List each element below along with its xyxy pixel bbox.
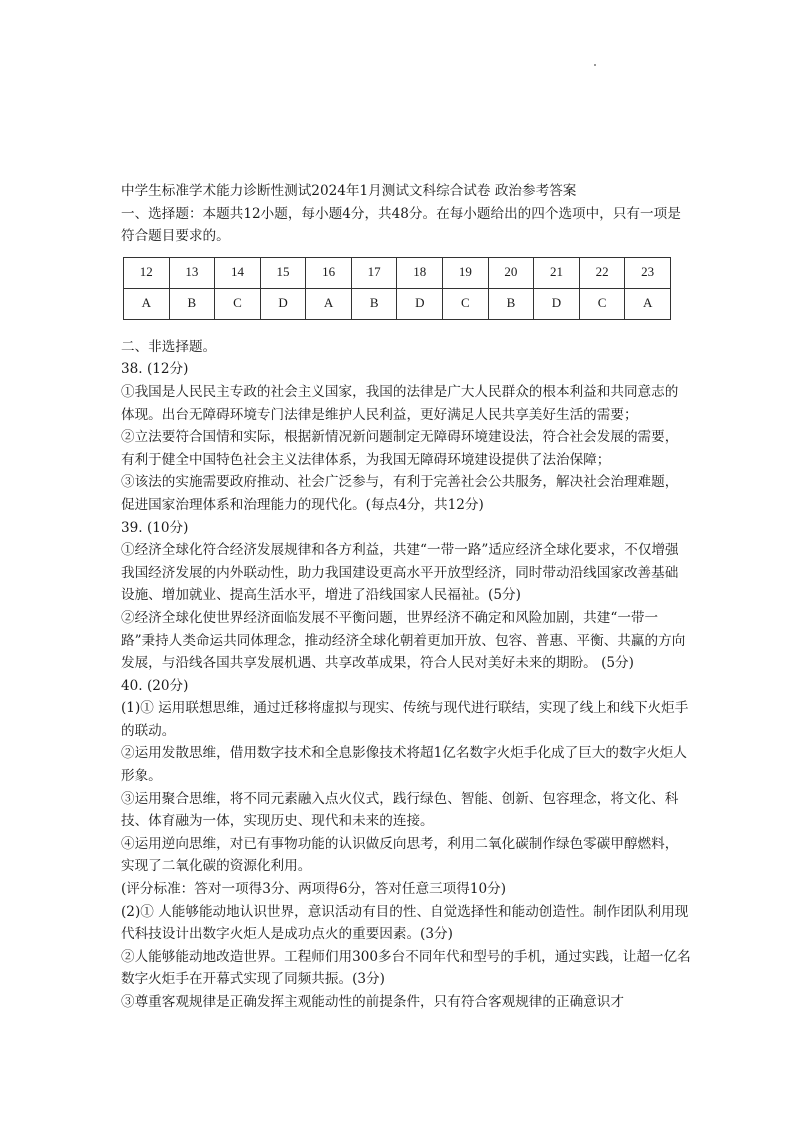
question-number-cell: 12 <box>124 257 170 288</box>
question-number-cell: 20 <box>488 257 534 288</box>
answer-cell: D <box>260 288 306 319</box>
answer-cell: B <box>351 288 397 319</box>
question-number-cell: 14 <box>215 257 261 288</box>
q40-point-4: ④运用逆向思维，对已有事物功能的认识做反向思考，利用二氧化碳制作绿色零碳甲醇燃料，实现了二氧化碳的资源化利用。 <box>121 835 679 875</box>
question-number-row <box>124 257 671 288</box>
question-number-cell: 23 <box>625 257 671 288</box>
answer-cell: A <box>625 288 671 319</box>
question-number-cell: 21 <box>534 257 580 288</box>
q40-label: 40. (20分) <box>121 677 189 694</box>
q39-label: 39. (10分) <box>121 519 189 536</box>
answer-cell: B <box>488 288 534 319</box>
question-number-cell: 19 <box>443 257 489 288</box>
q38-point-3: ③该法的实施需要政府推动、社会广泛参与，有利于完善社会公共服务，解决社会治理难题，促进国家治理体系和治理能力的现代化。(每点4分，共12分) <box>121 474 679 513</box>
q39-point-2: ②经济全球化使世界经济面临发展不平衡问题，世界经济不确定和风险加剧，共建“一带一路”秉持人类命运共同体理念，推动经济全球化朝着更加开放、包容、普惠、平衡、共赢的方向发展，与沿线各国共享发展机遇、共享改革成果，符合人民对美好未来的期盼。 (5分) <box>121 609 686 672</box>
answer-cell: C <box>579 288 625 319</box>
part2-heading: 二、非选择题。 <box>121 338 217 355</box>
q40-point-6: ②人能够能动地改造世界。工程师们用300多台不同年代和型号的手机，通过实践，让超一亿名数字火炬手在开幕式实现了同频共振。(3分) <box>121 948 691 988</box>
q40-point-7: ③尊重客观规律是正确发挥主观能动性的前提条件，只有符合客观规律的正确意识才 <box>121 994 624 1010</box>
question-number-cell: 18 <box>397 257 443 288</box>
q40-point-2: ②运用发散思维，借用数字技术和全息影像技术将超1亿名数字火炬手化成了巨大的数字火炬人形象。 <box>121 745 687 785</box>
q40-point-5: (2)① 人能够能动地认识世界，意识活动有目的性、自觉选择性和能动创造性。制作团队利用现代科技设计出数字火炬人是成功点火的重要因素。(3分) <box>121 903 689 943</box>
question-number-cell: 17 <box>351 257 397 288</box>
part1-heading: 一、选择题：本题共12小题，每小题4分，共48分。在每小题给出的四个选项中，只有一项是符合题目要求的。 <box>121 205 681 245</box>
answer-cell: B <box>169 288 215 319</box>
question-number-cell: 15 <box>260 257 306 288</box>
answer-cell: D <box>534 288 580 319</box>
question-number-cell: 16 <box>306 257 352 288</box>
q39-point-1: ①经济全球化符合经济发展规律和各方利益，共建“一带一路”适应经济全球化要求，不仅增强我国经济发展的内外联动性，助力我国建设更高水平开放型经济，同时带动沿线国家改善基础设施、增加就业、提高生活水平，增进了沿线国家人民福祉。(5分) <box>121 542 679 604</box>
q40-point-3: ③运用聚合思维，将不同元素融入点火仪式，践行绿色、智能、创新、包容理念，将文化、科技、体育融为一体，实现历史、现代和未来的连接。 <box>121 790 679 830</box>
q40-scoring-note: (评分标准：答对一项得3分、两项得6分，答对任意三项得10分) <box>121 881 507 898</box>
question-number-cell: 13 <box>169 257 215 288</box>
answer-row <box>124 288 671 319</box>
answer-cell: A <box>124 288 170 319</box>
scan-dot <box>594 64 596 66</box>
q38-point-1: ①我国是人民民主专政的社会主义国家，我国的法律是广大人民群众的根本利益和共同意志的体现。出台无障碍环境专门法律是维护人民利益，更好满足人民共享美好生活的需要； <box>121 383 679 423</box>
answer-cell: C <box>215 288 261 319</box>
answer-cell: D <box>397 288 443 319</box>
question-number-cell: 22 <box>579 257 625 288</box>
answer-cell: A <box>306 288 352 319</box>
q38-point-2: ②立法要符合国情和实际，根据新情况新问题制定无障碍环境建设法，符合社会发展的需要，有利于健全中国特色社会主义法律体系，为我国无障碍环境建设提供了法治保障； <box>121 429 679 468</box>
q40-point-1: (1)① 运用联想思维，通过迁移将虚拟与现实、传统与现代进行联结，实现了线上和线下火炬手的联动。 <box>121 700 689 739</box>
answer-cell: C <box>443 288 489 319</box>
q38-label: 38. (12分) <box>121 361 189 378</box>
answer-table <box>123 257 671 320</box>
answer-document <box>121 180 691 1014</box>
document-title: 中学生标准学术能力诊断性测试2024年1月测试文科综合试卷 政治参考答案 <box>121 183 577 199</box>
